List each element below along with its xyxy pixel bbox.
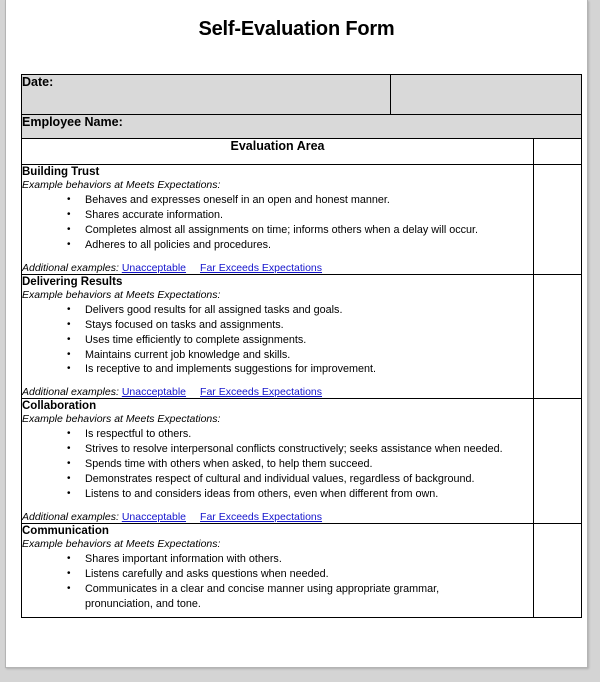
section-title: Communication: [22, 524, 109, 537]
rating-header-cell: [534, 139, 582, 165]
behavior-item: • Completes almost all assignments on time; informs others when a delay will occur.: [22, 223, 533, 238]
behavior-item: • Adheres to all policies and procedures.: [22, 238, 533, 253]
additional-examples-label: Additional examples:: [22, 386, 119, 399]
section-subtitle: Example behaviors at Meets Expectations:: [22, 179, 221, 192]
behavior-list: [22, 427, 533, 501]
additional-examples: [22, 511, 533, 523]
link-far-exceeds-expectations[interactable]: Far Exceeds Expectations: [200, 510, 323, 523]
behavior-item: • Uses time efficiently to complete assignments.: [22, 333, 533, 348]
self-evaluation-table: [21, 74, 582, 618]
section-title: Building Trust: [22, 166, 100, 178]
behavior-item: • Maintains current job knowledge and skills.: [22, 348, 533, 363]
behavior-item: • Stays focused on tasks and assignments.: [22, 318, 533, 333]
additional-examples-label: Additional examples:: [22, 510, 119, 523]
section-row-communication: [22, 523, 582, 617]
document-page: [5, 0, 588, 668]
behavior-list: [22, 552, 533, 612]
behavior-item: • Communicates in a clear and concise manner using appropriate grammar, pronunciation, and tone.: [22, 582, 533, 612]
additional-examples-label: Additional examples:: [22, 261, 119, 274]
section-content-collaboration: [22, 399, 534, 524]
rating-cell[interactable]: [534, 274, 582, 399]
rating-cell[interactable]: [534, 523, 582, 617]
behavior-list: [22, 303, 533, 377]
link-unacceptable[interactable]: Unacceptable: [121, 261, 187, 274]
employee-name-label-cell[interactable]: Employee Name:: [22, 115, 582, 139]
behavior-item: • Is receptive to and implements suggestions for improvement.: [22, 362, 533, 377]
behavior-item: • Demonstrates respect of cultural and individual values, regardless of background.: [22, 472, 533, 487]
section-content-delivering-results: [22, 274, 534, 399]
section-row-collaboration: [22, 399, 582, 524]
section-title: Delivering Results: [22, 275, 123, 288]
section-content-building-trust: [22, 165, 534, 275]
link-unacceptable[interactable]: Unacceptable: [121, 510, 187, 523]
evaluation-area-header: Evaluation Area: [22, 139, 534, 165]
evaluation-area-header-row: [22, 139, 582, 165]
behavior-item: • Listens carefully and asks questions when needed.: [22, 567, 533, 582]
section-content-communication: [22, 523, 534, 617]
behavior-item: • Shares important information with others.: [22, 552, 533, 567]
behavior-list: [22, 193, 533, 253]
behavior-item: • Is respectful to others.: [22, 427, 533, 442]
date-value-cell[interactable]: [391, 75, 582, 115]
section-subtitle: Example behaviors at Meets Expectations:: [22, 537, 221, 550]
link-far-exceeds-expectations[interactable]: Far Exceeds Expectations: [200, 386, 323, 399]
date-label-cell: Date:: [22, 75, 391, 115]
page-title: Self-Evaluation Form: [198, 18, 395, 40]
table-body: [22, 75, 582, 618]
section-subtitle: Example behaviors at Meets Expectations:: [22, 288, 221, 301]
additional-examples: [22, 386, 533, 398]
rating-cell[interactable]: [534, 399, 582, 524]
behavior-item: • Delivers good results for all assigned tasks and goals.: [22, 303, 533, 318]
section-title: Collaboration: [22, 400, 97, 413]
date-row: [22, 75, 582, 115]
behavior-item: • Shares accurate information.: [22, 208, 533, 223]
employee-name-row: [22, 115, 582, 139]
link-unacceptable[interactable]: Unacceptable: [121, 386, 187, 399]
behavior-item: • Spends time with others when asked, to help them succeed.: [22, 457, 533, 472]
behavior-item: • Listens to and considers ideas from others, even when different from own.: [22, 487, 533, 502]
additional-examples: [22, 262, 533, 274]
section-row-delivering-results: [22, 274, 582, 399]
section-subtitle: Example behaviors at Meets Expectations:: [22, 413, 221, 426]
behavior-item: • Behaves and expresses oneself in an open and honest manner.: [22, 193, 533, 208]
section-row-building-trust: [22, 165, 582, 275]
behavior-item: • Strives to resolve interpersonal conflicts constructively; seeks assistance when needed.: [22, 442, 533, 457]
rating-cell[interactable]: [534, 165, 582, 275]
link-far-exceeds-expectations[interactable]: Far Exceeds Expectations: [200, 261, 323, 274]
